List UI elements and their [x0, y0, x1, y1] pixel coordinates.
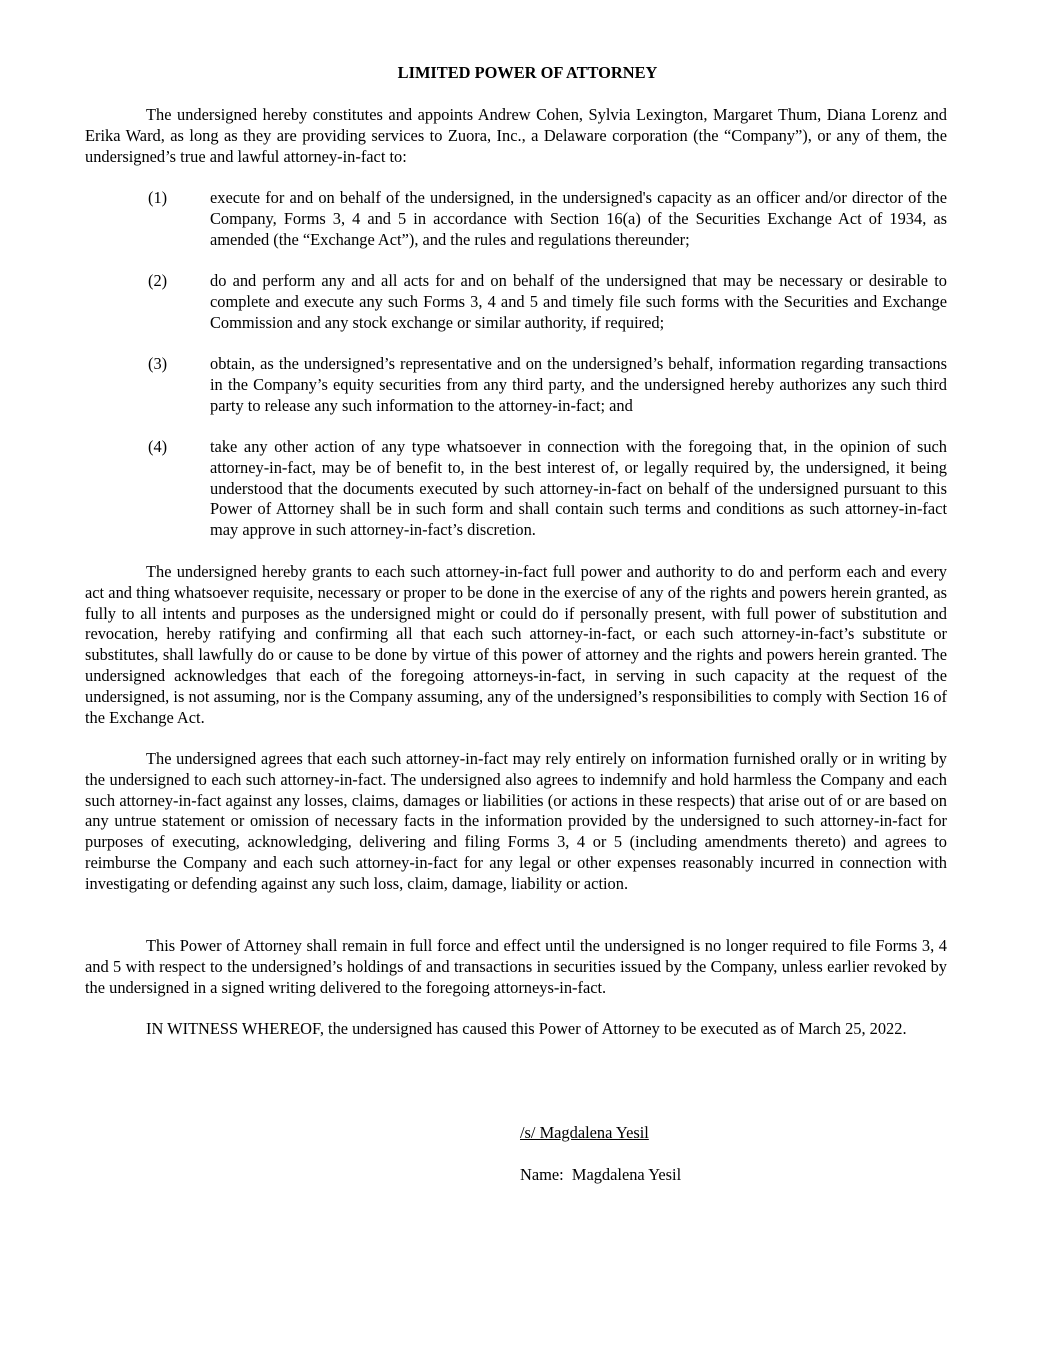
document-title: LIMITED POWER OF ATTORNEY	[397, 63, 658, 82]
list-item-number: (4)	[148, 437, 168, 456]
list-item-number: (3)	[148, 354, 168, 373]
grant-paragraph: The undersigned hereby grants to each such attorney-in-fact full power and authority to do and perform each and every act and thing whatsoever requisite, necessary or proper to be done in the exercise of any of the rights and powers herein granted, as fully to all intents and purposes as the undersigned might or could do if personally present, with full power of substitution and revocation, hereby ratifying and confirming all that each such attorney-in-fact, or each such attorney-in-fact’s substitute or substitutes, shall lawfully do or cause to be done by virtue of this power of attorney and the rights and powers herein granted. The undersigned acknowledges that each of the foregoing attorneys-in-fact, in serving in such capacity at the request of the undersigned, is not assuming, nor is the Company assuming, any of the undersigned’s responsibilities to comply with Section 16 of the Exchange Act.	[85, 562, 947, 727]
signatory-name: Name: Magdalena Yesil	[520, 1165, 682, 1184]
list-item-number: (1)	[148, 188, 168, 207]
signature-line: /s/ Magdalena Yesil	[520, 1123, 649, 1142]
list-item-text: do and perform any and all acts for and on behalf of the undersigned that may be necessary or desirable to complete and execute any such Forms 3, 4 and 5 and timely file such forms with the Securities and Exchange Commission and any stock exchange or similar authority, if required;	[210, 271, 947, 332]
list-item-text: obtain, as the undersigned’s representative and on the undersigned’s behalf, information regarding transactions in the Company’s equity securities from any third party, and the undersigned hereby authorizes any such third party to release any such information to the attorney-in-fact; and	[210, 354, 947, 415]
intro-paragraph: The undersigned hereby constitutes and appoints Andrew Cohen, Sylvia Lexington, Margaret Thum, Diana Lorenz and Erika Ward, as long as they are providing services to Zuora, Inc., a Delaware corporation (the “Company”), or any of them, the undersigned’s true and lawful attorney-in-fact to:	[85, 105, 947, 166]
list-item-number: (2)	[148, 271, 168, 290]
list-item-text: execute for and on behalf of the undersigned, in the undersigned's capacity as an officer and/or director of the Company, Forms 3, 4 and 5 in accordance with Section 16(a) of the Securities Exchange Act of 1934, as amended (the “Exchange Act”), and the rules and regulations thereunder;	[210, 188, 947, 249]
duration-paragraph: This Power of Attorney shall remain in full force and effect until the undersigned is no longer required to file Forms 3, 4 and 5 with respect to the undersigned’s holdings of and transactions in securities issued by the Company, unless earlier revoked by the undersigned in a signed writing delivered to the foregoing attorneys-in-fact.	[85, 936, 947, 997]
list-item-text: take any other action of any type whatsoever in connection with the foregoing that, in the opinion of such attorney-in-fact, may be of benefit to, in the best interest of, or legally required by, the undersigned, it being understood that the documents executed by such attorney-in-fact on behalf of the undersigned pursuant to this Power of Attorney shall be in such form and shall contain such terms and conditions as such attorney-in-fact may approve in such attorney-in-fact’s discretion.	[210, 437, 947, 540]
indemnity-paragraph: The undersigned agrees that each such attorney-in-fact may rely entirely on information furnished orally or in writing by the undersigned to each such attorney-in-fact. The undersigned also agrees to indemnify and hold harmless the Company and each such attorney-in-fact against any losses, claims, damages or liabilities (or actions in these respects) that arise out of or are based on any untrue statement or omission of necessary facts in the information provided by the undersigned to such attorney-in-fact for purposes of executing, acknowledging, delivering and filing Forms 3, 4 or 5 (including amendments thereto) and agrees to reimburse the Company and each such attorney-in-fact for any legal or other expenses reasonably incurred in connection with investigating or defending against any such loss, claim, damage, liability or action.	[85, 749, 947, 893]
witness-paragraph: IN WITNESS WHEREOF, the undersigned has caused this Power of Attorney to be executed as of March 25, 2022.	[146, 1019, 907, 1038]
